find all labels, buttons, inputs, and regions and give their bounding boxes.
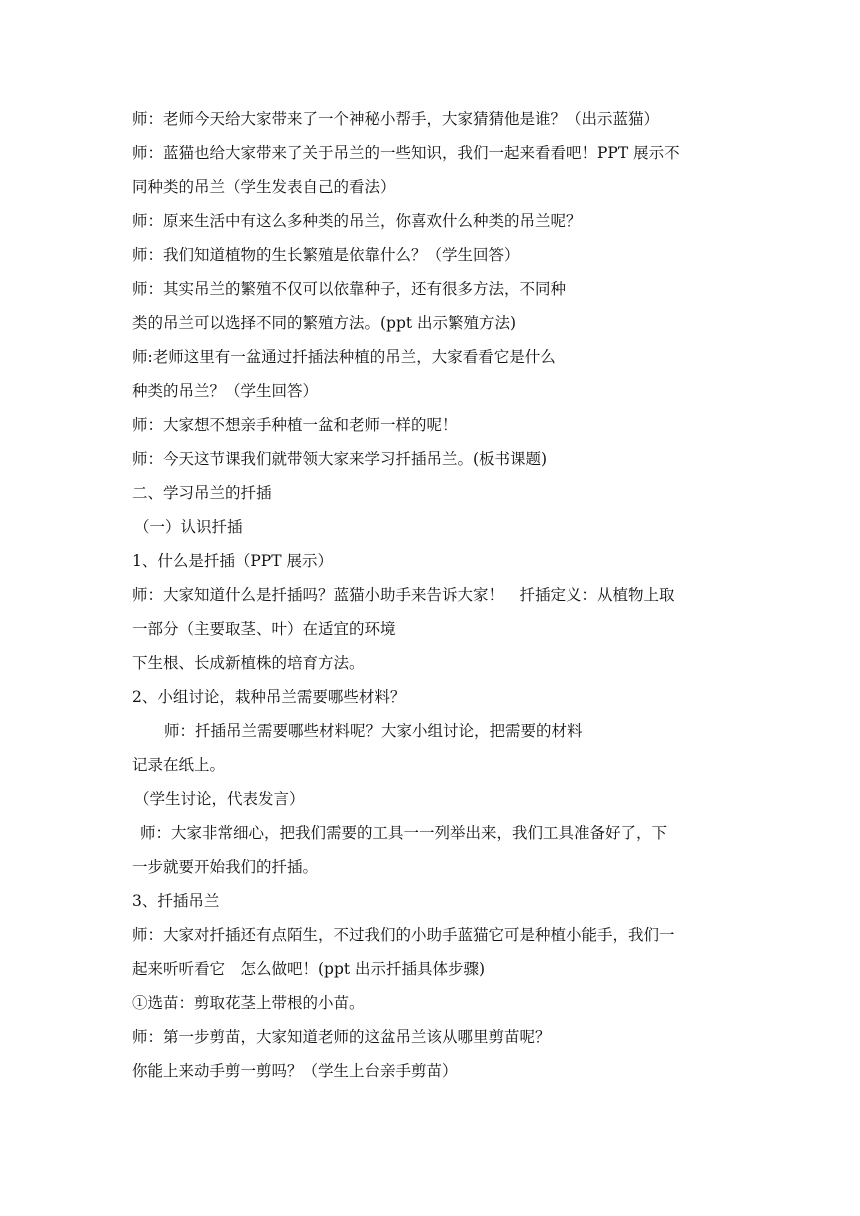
- text-line: 一步就要开始我们的扦插。: [132, 858, 319, 876]
- text-line: 同种类的吊兰（学生发表自己的看法）: [132, 178, 396, 196]
- text-line: ①选苗：剪取花茎上带根的小苗。: [132, 994, 365, 1012]
- text-line: 师：原来生活中有这么多种类的吊兰，你喜欢什么种类的吊兰呢？: [132, 212, 582, 230]
- text-line: 类的吊兰可以选择不同的繁殖方法。(ppt 出示繁殖方法): [132, 314, 517, 332]
- text-line: 记录在纸上。: [132, 756, 226, 774]
- text-line: 下生根、长成新植株的培育方法。: [132, 654, 365, 672]
- text-line: 师：大家非常细心，把我们需要的工具一一列举出来，我们工具准备好了，下: [140, 824, 668, 842]
- text-line: 师：大家对扦插还有点陌生，不过我们的小助手蓝猫它可是种植小能手，我们一: [132, 926, 675, 944]
- text-line: 师：大家知道什么是扦插吗？蓝猫小助手来告诉大家！ 扦插定义：从植物上取: [132, 586, 675, 604]
- text-line: （学生讨论，代表发言）: [134, 790, 305, 808]
- text-line: 师:老师这里有一盆通过扦插法种植的吊兰，大家看看它是什么: [132, 348, 556, 366]
- text-line: 师：第一步剪苗，大家知道老师的这盆吊兰该从哪里剪苗呢？: [132, 1028, 551, 1046]
- numbered-heading: 1、什么是扦插（PPT 展示）: [132, 552, 333, 570]
- text-line: 师：扦插吊兰需要哪些材料呢？大家小组讨论，把需要的材料: [164, 722, 583, 740]
- text-line: 种类的吊兰？（学生回答）: [132, 382, 319, 400]
- text-line: 师：大家想不想亲手种植一盆和老师一样的呢！: [132, 416, 458, 434]
- numbered-heading: 2、小组讨论，栽种吊兰需要哪些材料？: [132, 688, 406, 706]
- text-line: 师：我们知道植物的生长繁殖是依靠什么？（学生回答）: [132, 246, 520, 264]
- text-line: 你能上来动手剪一剪吗？（学生上台亲手剪苗）: [132, 1062, 458, 1080]
- section-heading: 二、学习吊兰的扦插: [132, 484, 272, 502]
- document-page: [132, 108, 742, 1094]
- text-line: 一部分（主要取茎、叶）在适宜的环境: [132, 620, 396, 638]
- text-line: 师：蓝猫也给大家带来了关于吊兰的一些知识，我们一起来看看吧！PPT 展示不: [132, 144, 680, 162]
- text-line: 师：老师今天给大家带来了一个神秘小帮手，大家猜猜他是谁？（出示蓝猫）: [132, 110, 660, 128]
- numbered-heading: 3、扦插吊兰: [132, 892, 220, 910]
- subsection-heading: （一）认识扦插: [134, 518, 243, 536]
- text-line: 师：其实吊兰的繁殖不仅可以依靠种子，还有很多方法，不同种: [132, 280, 567, 298]
- text-line: 师：今天这节课我们就带领大家来学习扦插吊兰。(板书课题): [132, 450, 548, 468]
- text-line: 起来听听看它 怎么做吧！(ppt 出示扦插具体步骤): [132, 960, 486, 978]
